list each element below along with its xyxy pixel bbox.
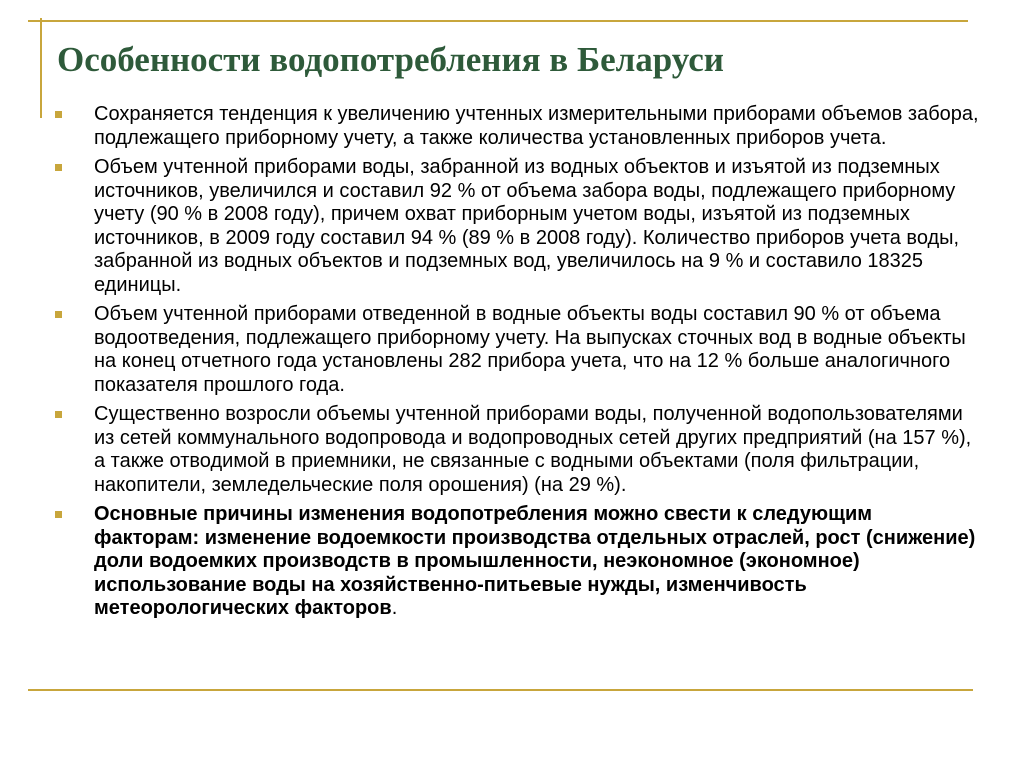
bullet-item-4 [50, 403, 980, 497]
bullet-text-4: Существенно возросли объемы учтенной приборами воды, полученной водопользователями из сетей коммунального водопровода и водопроводных сетей других предприятий (на 157 %), а также отводимой в приемники, не связанные с водными объектами (поля фильтрации, накопители, земледельческие поля орошения) (на 29 %). [94, 403, 972, 496]
bullet-text-5-period: . [391, 597, 398, 619]
bullet-item-1 [50, 103, 980, 150]
bullet-text-1: Сохраняется тенденция к увеличению учтенных измерительными приборами объемов забора, подлежащего приборному учету, а также количества установленных приборов учета. [94, 103, 979, 149]
bullet-item-5 [50, 503, 980, 621]
square-bullet-icon [55, 164, 62, 171]
bullet-text-2: Объем учтенной приборами воды, забранной из водных объектов и изъятой из подземных источников, увеличился и составил 92 % от объема забора воды, подлежащего приборному учету (90 % в 2008 году), причем охват приборным учетом воды, изъятой из подземных источников, в 2009 году составил 94 % (89 % в 2008 году). Количество приборов учета воды, забранной из водных объектов и подземных вод, увеличилось на 9 % и составило 18325 единицы. [94, 156, 960, 296]
left-accent-line [40, 18, 42, 118]
square-bullet-icon [55, 511, 62, 518]
square-bullet-icon [55, 311, 62, 318]
bullet-text-5: Основные причины изменения водопотребления можно свести к следующим факторам: изменение водоемкости производства отдельных отраслей, рост (снижение) доли водоемких производств в промышленности, неэкономное (экономное) использование воды на хозяйственно-питьевые нужды, изменчивость метеорологических факторов [94, 503, 976, 619]
square-bullet-icon [55, 111, 62, 118]
bottom-divider-line [28, 689, 973, 691]
slide-title: Особенности водопотребления в Беларуси [57, 40, 724, 79]
bullet-list [50, 103, 980, 627]
bullet-item-3 [50, 303, 980, 397]
top-divider-line [28, 20, 968, 22]
bullet-text-3: Объем учтенной приборами отведенной в водные объекты воды составил 90 % от объема водоотведения, подлежащего приборному учету. На выпусках сточных вод в водные объекты на конец отчетного года установлены 282 прибора учета, что на 12 % больше аналогичного показателя прошлого года. [94, 303, 966, 396]
square-bullet-icon [55, 411, 62, 418]
bullet-item-2 [50, 156, 980, 297]
